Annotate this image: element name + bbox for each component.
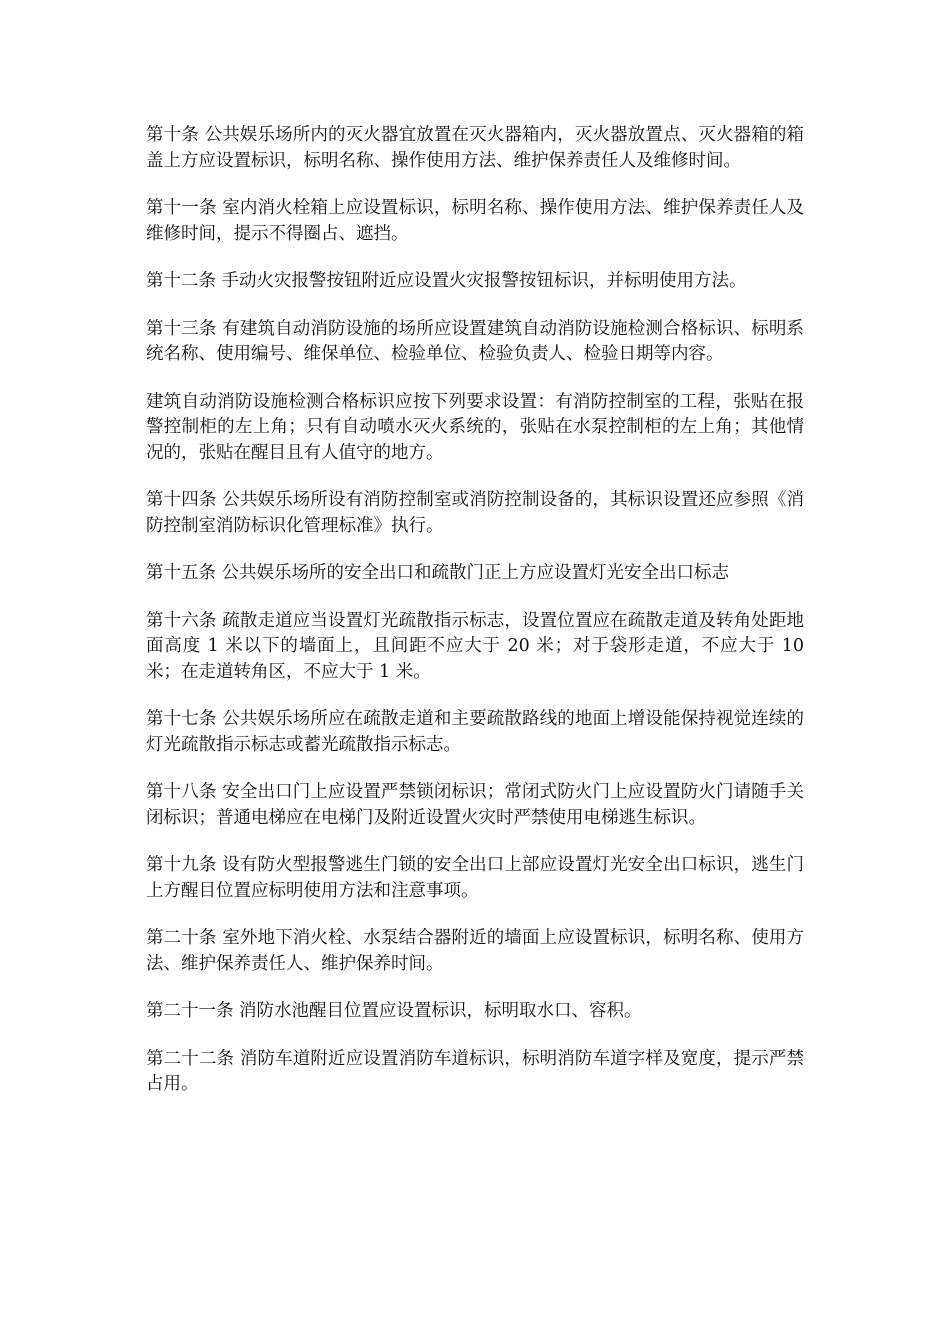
article-10: 第十条 公共娱乐场所内的灭火器宜放置在灭火器箱内，灭火器放置点、灭火器箱的箱盖上方应设置标识，标明名称、操作使用方法、维护保养责任人及维修时间。 [146, 125, 804, 171]
article-14: 第十四条 公共娱乐场所设有消防控制室或消防控制设备的，其标识设置还应参照《消防控制室消防标识化管理标准》执行。 [146, 490, 804, 536]
article-15: 第十五条 公共娱乐场所的安全出口和疏散门正上方应设置灯光安全出口标志 [146, 563, 730, 583]
article-19: 第十九条 设有防火型报警逃生门锁的安全出口上部应设置灯光安全出口标识，逃生门上方醒目位置应标明使用方法和注意事项。 [146, 855, 804, 901]
document-body [146, 123, 804, 1120]
article-21: 第二十一条 消防水池醒目位置应设置标识，标明取水口、容积。 [146, 1001, 642, 1021]
article-16: 第十六条 疏散走道应当设置灯光疏散指示标志，设置位置应在疏散走道及转角处距地面高度 1 米以下的墙面上，且间距不应大于 20 米；对于袋形走道，不应大于 10 米；在走道转角区，不应大于 1 米。 [146, 610, 804, 682]
article-20: 第二十条 室外地下消火栓、水泵结合器附近的墙面上应设置标识，标明名称、使用方法、维护保养责任人、维护保养时间。 [146, 928, 804, 974]
article-11: 第十一条 室内消火栓箱上应设置标识，标明名称、操作使用方法、维护保养责任人及维修时间，提示不得圈占、遮挡。 [146, 198, 804, 244]
article-13: 第十三条 有建筑自动消防设施的场所应设置建筑自动消防设施检测合格标识、标明系统名称、使用编号、维保单位、检验单位、检验负责人、检验日期等内容。 [146, 318, 804, 364]
article-13-detail: 建筑自动消防设施检测合格标识应按下列要求设置：有消防控制室的工程，张贴在报警控制柜的左上角；只有自动喷水灭火系统的，张贴在水泵控制柜的左上角；其他情况的，张贴在醒目且有人值守的地方。 [146, 391, 804, 463]
article-18: 第十八条 安全出口门上应设置严禁锁闭标识；常闭式防火门上应设置防火门请随手关闭标识；普通电梯应在电梯门及附近设置火灾时严禁使用电梯逃生标识。 [146, 782, 804, 828]
article-12: 第十二条 手动火灾报警按钮附近应设置火灾报警按钮标识，并标明使用方法。 [146, 271, 747, 291]
article-22: 第二十二条 消防车道附近应设置消防车道标识，标明消防车道字样及宽度，提示严禁占用。 [146, 1048, 804, 1094]
article-17: 第十七条 公共娱乐场所应在疏散走道和主要疏散路线的地面上增设能保持视觉连续的灯光疏散指示标志或蓄光疏散指示标志。 [146, 709, 804, 755]
